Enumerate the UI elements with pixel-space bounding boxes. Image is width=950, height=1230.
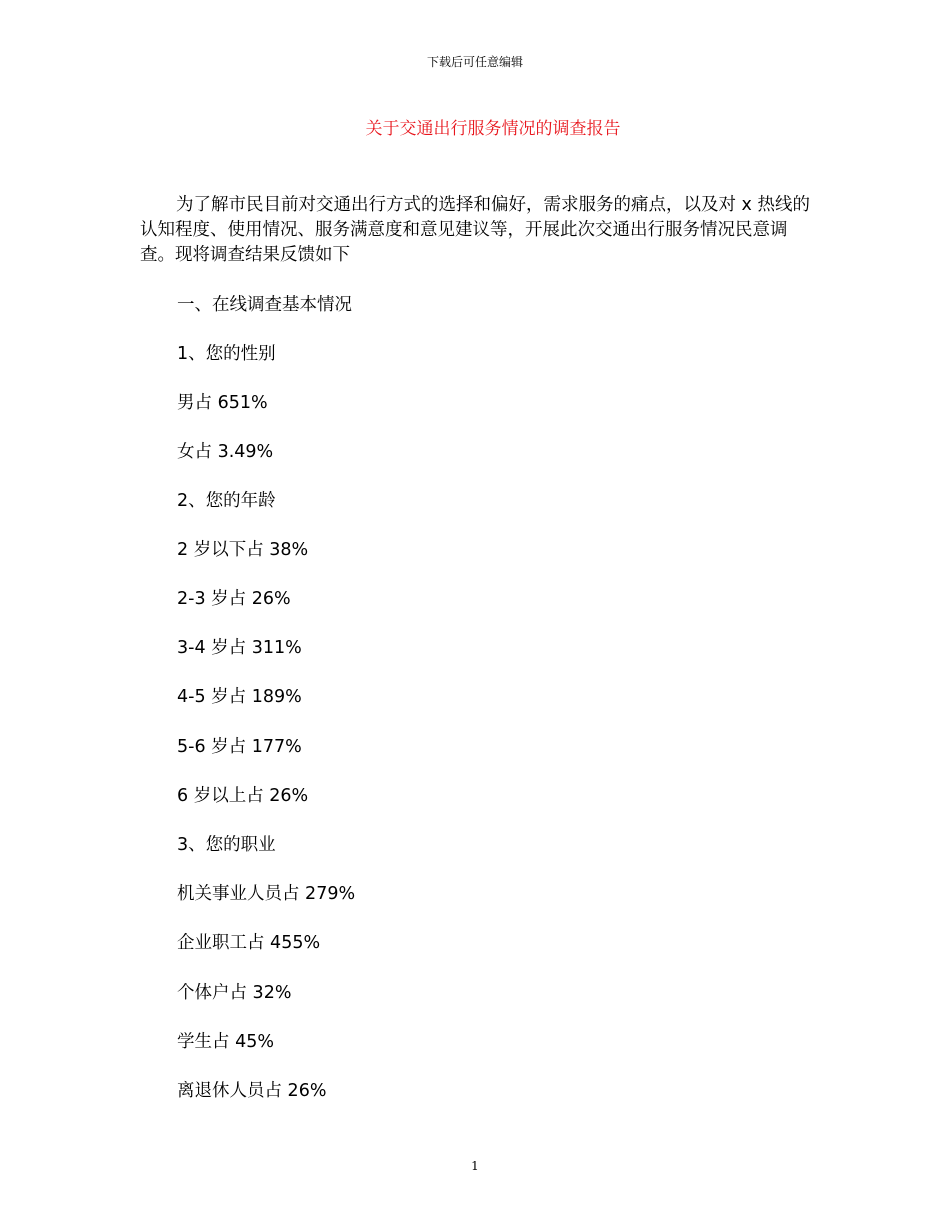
document-title: 关于交通出行服务情况的调查报告 <box>365 119 621 139</box>
answer-line: 2 岁以下占 38% <box>177 540 309 560</box>
answer-line: 女占 3.49% <box>177 442 274 462</box>
answer-line: 3-4 岁占 311% <box>177 638 302 658</box>
answer-line: 个体户占 32% <box>177 983 292 1003</box>
question-heading: 1、您的性别 <box>177 344 276 364</box>
answer-line: 5-6 岁占 177% <box>177 737 302 757</box>
answer-line: 企业职工占 455% <box>177 933 321 953</box>
answer-line: 2-3 岁占 26% <box>177 589 291 609</box>
header-note: 下载后可任意编辑 <box>426 55 523 69</box>
intro-paragraph: 为了解市民目前对交通出行方式的选择和偏好，需求服务的痛点，以及对 x 热线的认知程度、使用情况、服务满意度和意见建议等，开展此次交通出行服务情况民意调查。现将调查结果反馈如下 <box>140 195 810 265</box>
answer-line: 离退休人员占 26% <box>177 1081 327 1101</box>
section-heading: 一、在线调查基本情况 <box>177 295 352 315</box>
answer-line: 学生占 45% <box>177 1032 274 1052</box>
question-heading: 2、您的年龄 <box>177 491 276 511</box>
page-number: 1 <box>471 1159 479 1173</box>
answer-line: 机关事业人员占 279% <box>177 884 356 904</box>
answer-line: 4-5 岁占 189% <box>177 687 302 707</box>
answer-line: 6 岁以上占 26% <box>177 786 309 806</box>
question-heading: 3、您的职业 <box>177 835 276 855</box>
answer-line: 男占 651% <box>177 393 268 413</box>
